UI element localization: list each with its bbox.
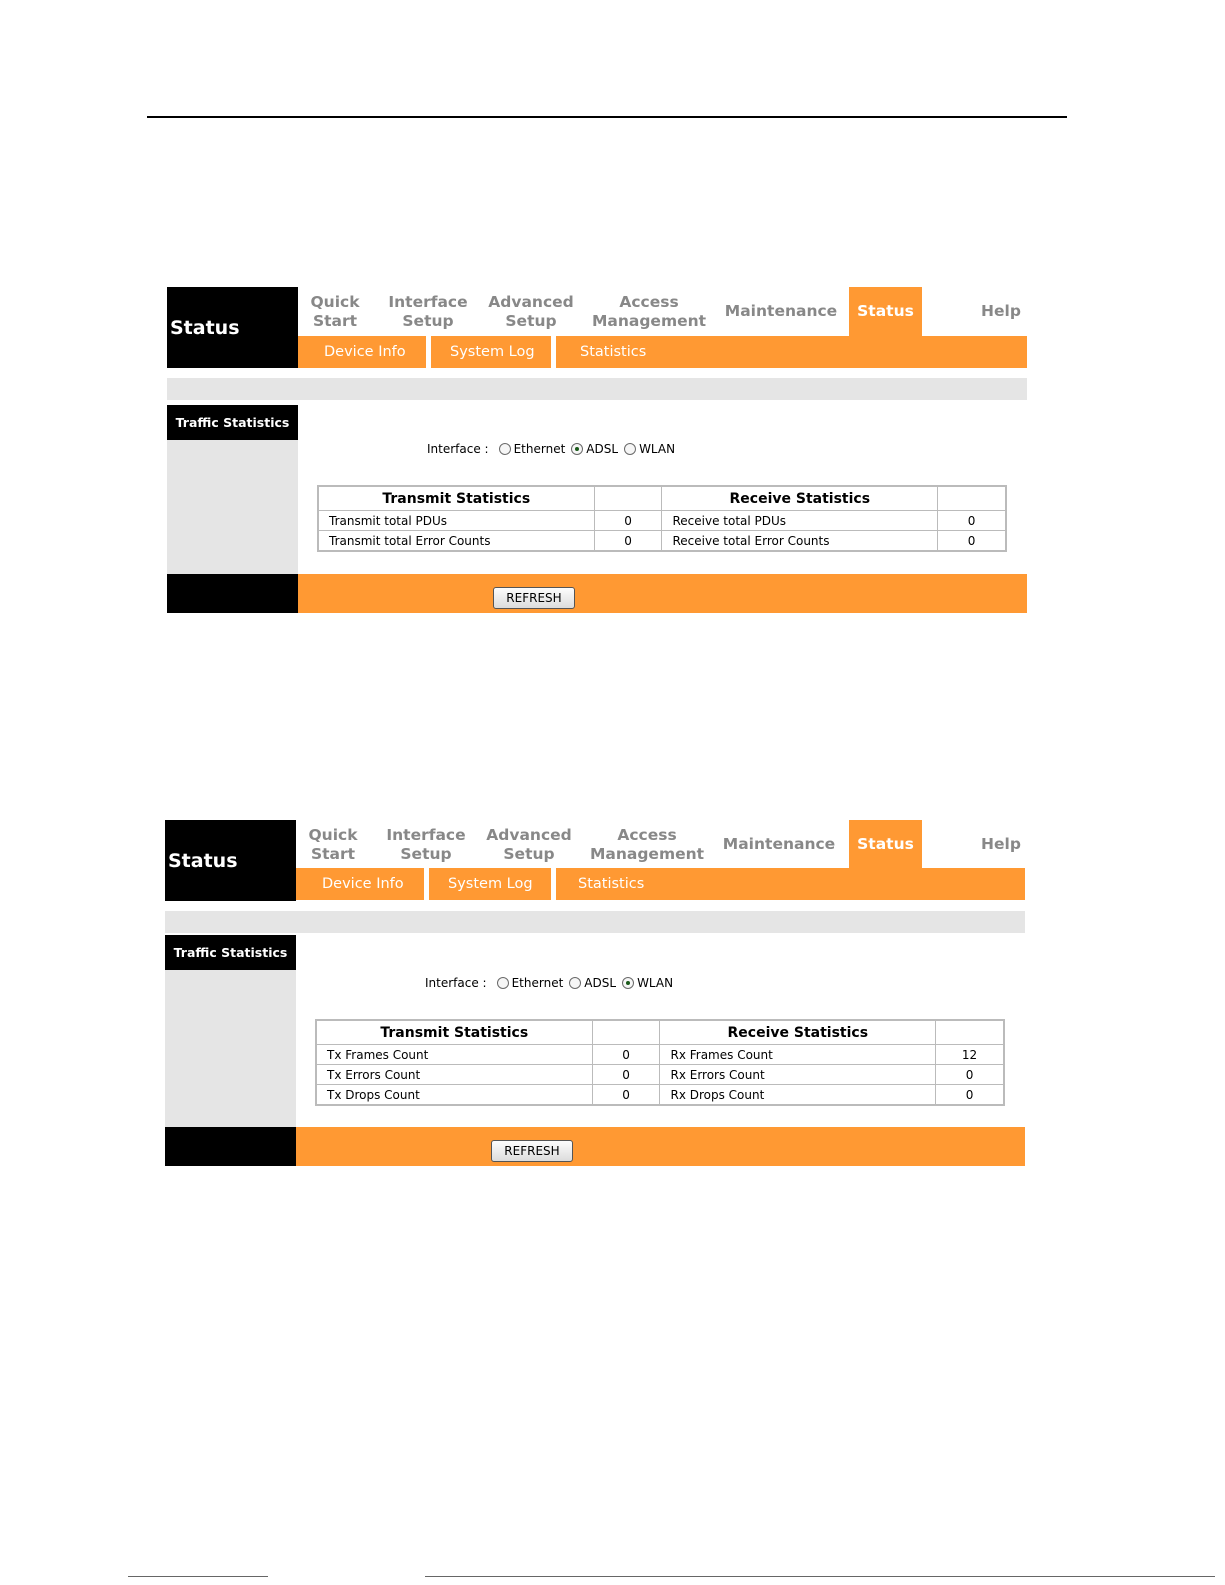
action-bar xyxy=(165,1127,1025,1166)
router-header xyxy=(165,820,1025,901)
subnav-divider xyxy=(551,336,556,368)
action-bar-left xyxy=(165,1127,296,1166)
spacer-bar xyxy=(165,911,1025,933)
tx-header: Transmit Statistics xyxy=(318,486,594,511)
tx-header: Transmit Statistics xyxy=(316,1020,592,1045)
radio-wlan[interactable] xyxy=(624,443,636,455)
radio-adsl[interactable] xyxy=(571,443,583,455)
footer-rule-left xyxy=(128,1576,268,1577)
page-title: Status xyxy=(168,850,238,872)
nav-maintenance[interactable]: Maintenance xyxy=(722,835,836,853)
rx-value: 0 xyxy=(938,531,1006,552)
section-sidebar xyxy=(165,935,296,1127)
nav-quick-start[interactable]: Quick Start xyxy=(308,825,358,863)
table-row xyxy=(318,531,1006,552)
nav-help[interactable]: Help xyxy=(981,835,1021,853)
tx-label: Tx Frames Count xyxy=(316,1045,592,1065)
rx-header: Receive Statistics xyxy=(660,1020,936,1045)
radio-ethernet[interactable] xyxy=(497,977,509,989)
table-row xyxy=(316,1065,1004,1085)
interface-selector xyxy=(427,442,681,456)
tx-value-header xyxy=(594,486,662,511)
interface-selector xyxy=(425,976,679,990)
table-row xyxy=(316,1045,1004,1065)
section-content xyxy=(296,933,1025,1127)
rx-label: Rx Drops Count xyxy=(660,1085,936,1106)
tx-value: 0 xyxy=(592,1085,660,1106)
subnav-statistics[interactable]: Statistics xyxy=(578,876,645,892)
section-title: Traffic Statistics xyxy=(165,935,296,970)
radio-ethernet-label: Ethernet xyxy=(511,976,564,990)
rx-value: 12 xyxy=(936,1045,1004,1065)
main-nav xyxy=(298,287,1027,336)
main-nav xyxy=(296,820,1025,869)
nav-status[interactable]: Status xyxy=(849,820,922,869)
tx-value-header xyxy=(592,1020,660,1045)
traffic-stats-table xyxy=(315,1019,1005,1106)
rx-label: Receive total Error Counts xyxy=(662,531,938,552)
radio-ethernet-label: Ethernet xyxy=(513,442,566,456)
brand-block xyxy=(167,287,298,368)
router-header xyxy=(167,287,1027,368)
radio-wlan[interactable] xyxy=(622,977,634,989)
tx-value: 0 xyxy=(594,511,662,531)
subnav-divider xyxy=(551,868,556,900)
radio-adsl-label: ADSL xyxy=(584,976,617,990)
rx-value-header xyxy=(938,486,1006,511)
section-title: Traffic Statistics xyxy=(167,405,298,440)
tx-label: Tx Errors Count xyxy=(316,1065,592,1085)
section-content xyxy=(298,400,1027,574)
nav-access-management[interactable]: Access Management xyxy=(589,825,705,863)
tx-value: 0 xyxy=(592,1065,660,1085)
tx-label: Tx Drops Count xyxy=(316,1085,592,1106)
action-bar xyxy=(167,574,1027,613)
rx-header: Receive Statistics xyxy=(662,486,938,511)
interface-label: Interface : xyxy=(425,976,487,990)
rx-label: Rx Frames Count xyxy=(660,1045,936,1065)
nav-interface-setup[interactable]: Interface Setup xyxy=(386,825,466,863)
interface-label: Interface : xyxy=(427,442,489,456)
subnav-device-info[interactable]: Device Info xyxy=(324,344,406,360)
refresh-button[interactable]: REFRESH xyxy=(493,587,575,609)
radio-adsl-label: ADSL xyxy=(586,442,619,456)
page-header-rule xyxy=(147,116,1067,118)
refresh-button[interactable]: REFRESH xyxy=(491,1140,573,1162)
rx-label: Rx Errors Count xyxy=(660,1065,936,1085)
nav-access-management[interactable]: Access Management xyxy=(591,292,707,330)
section-sidebar xyxy=(167,405,298,574)
tx-value: 0 xyxy=(594,531,662,552)
subnav-system-log[interactable]: System Log xyxy=(448,876,533,892)
subnav-system-log[interactable]: System Log xyxy=(450,344,535,360)
sub-nav xyxy=(298,336,1027,368)
nav-status[interactable]: Status xyxy=(849,287,922,336)
table-row xyxy=(318,511,1006,531)
footer-rule-right xyxy=(425,1576,1215,1577)
router-status-panel-adsl xyxy=(167,287,1027,605)
subnav-statistics[interactable]: Statistics xyxy=(580,344,647,360)
subnav-divider xyxy=(426,336,431,368)
table-header-row xyxy=(316,1020,1004,1045)
nav-interface-setup[interactable]: Interface Setup xyxy=(388,292,468,330)
tx-label: Transmit total Error Counts xyxy=(318,531,594,552)
subnav-device-info[interactable]: Device Info xyxy=(322,876,404,892)
page-title: Status xyxy=(170,317,240,339)
spacer-bar xyxy=(167,378,1027,400)
radio-ethernet[interactable] xyxy=(499,443,511,455)
brand-block xyxy=(165,820,296,901)
rx-value: 0 xyxy=(936,1065,1004,1085)
subnav-divider xyxy=(424,868,429,900)
action-bar-right xyxy=(296,1127,1025,1166)
action-bar-left xyxy=(167,574,298,613)
table-header-row xyxy=(318,486,1006,511)
table-row xyxy=(316,1085,1004,1106)
nav-maintenance[interactable]: Maintenance xyxy=(724,302,838,320)
rx-value-header xyxy=(936,1020,1004,1045)
traffic-stats-table xyxy=(317,485,1007,552)
nav-advanced-setup[interactable]: Advanced Setup xyxy=(488,292,574,330)
rx-label: Receive total PDUs xyxy=(662,511,938,531)
rx-value: 0 xyxy=(936,1085,1004,1106)
nav-advanced-setup[interactable]: Advanced Setup xyxy=(486,825,572,863)
nav-quick-start[interactable]: Quick Start xyxy=(310,292,360,330)
radio-adsl[interactable] xyxy=(569,977,581,989)
tx-label: Transmit total PDUs xyxy=(318,511,594,531)
nav-help[interactable]: Help xyxy=(981,302,1021,320)
radio-wlan-label: WLAN xyxy=(637,976,674,990)
router-status-panel-wlan xyxy=(165,820,1025,1158)
action-bar-right xyxy=(298,574,1027,613)
rx-value: 0 xyxy=(938,511,1006,531)
sub-nav xyxy=(296,868,1025,900)
tx-value: 0 xyxy=(592,1045,660,1065)
radio-wlan-label: WLAN xyxy=(639,442,676,456)
